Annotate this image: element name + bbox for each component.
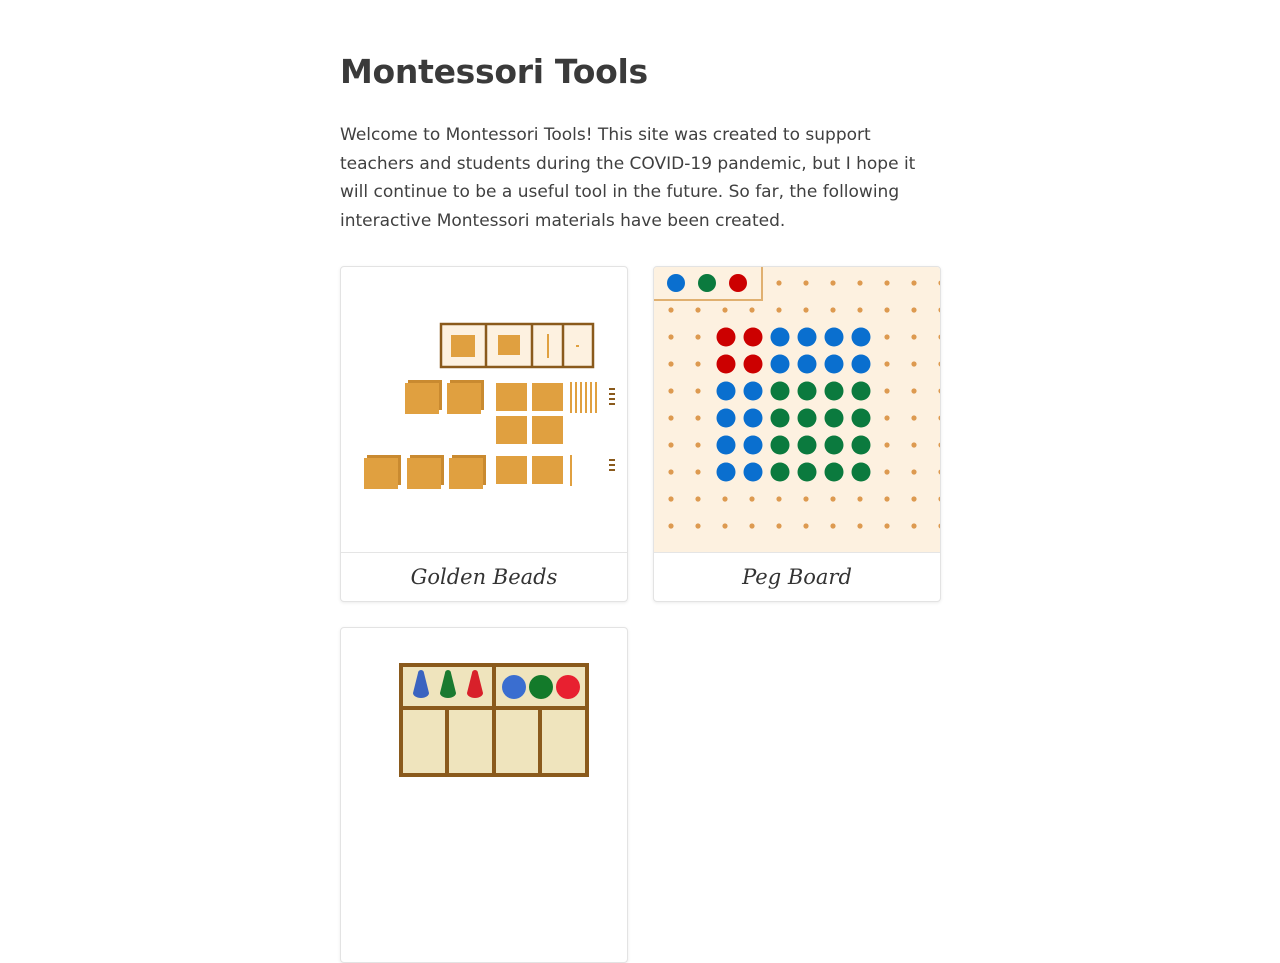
board-hole	[884, 415, 889, 420]
board-hole	[803, 496, 808, 501]
board-hole	[911, 361, 916, 366]
board-hole	[857, 523, 862, 528]
board-hole	[911, 415, 916, 420]
ten-bar	[547, 334, 549, 358]
card-third-material[interactable]	[340, 627, 628, 963]
peg	[798, 409, 817, 428]
peg	[744, 355, 763, 374]
board-hole	[668, 442, 673, 447]
unit-bead	[609, 464, 615, 466]
board-hole	[668, 523, 673, 528]
tray-peg	[667, 274, 685, 292]
hundred-square	[532, 456, 563, 484]
tray-peg	[729, 274, 747, 292]
thousand-cube	[405, 383, 439, 414]
board-hole	[695, 415, 700, 420]
board-hole	[776, 496, 781, 501]
card-label: Golden Beads	[341, 552, 627, 602]
peg	[744, 328, 763, 347]
hundred-square	[532, 383, 563, 411]
disc-counter	[502, 675, 526, 699]
peg	[771, 328, 790, 347]
board-hole	[695, 307, 700, 312]
board-hole	[776, 523, 781, 528]
board-hole	[911, 280, 916, 285]
board-hole	[722, 496, 727, 501]
ten-bar	[595, 382, 597, 413]
hundred-square	[498, 335, 520, 355]
hundred-square	[496, 383, 527, 411]
board-hole	[830, 523, 835, 528]
peg	[717, 355, 736, 374]
peg	[852, 409, 871, 428]
peg	[852, 328, 871, 347]
ten-bar	[590, 382, 592, 413]
card-label: Peg Board	[654, 552, 940, 602]
board-hole	[695, 334, 700, 339]
counters-image	[341, 628, 627, 913]
board-hole	[857, 280, 862, 285]
peg	[798, 463, 817, 482]
card-golden-beads[interactable]	[340, 266, 628, 602]
unit-bead	[576, 345, 579, 347]
peg	[825, 409, 844, 428]
board-hole	[911, 334, 916, 339]
board-hole	[884, 307, 889, 312]
peg	[825, 463, 844, 482]
board-hole	[830, 496, 835, 501]
hundred-square	[496, 416, 527, 444]
board-hole	[695, 442, 700, 447]
unit-bead	[609, 459, 615, 461]
peg	[771, 382, 790, 401]
peg	[798, 355, 817, 374]
board-hole	[668, 307, 673, 312]
peg	[852, 436, 871, 455]
board-hole	[749, 523, 754, 528]
board-hole	[722, 307, 727, 312]
peg	[798, 436, 817, 455]
board-hole	[884, 280, 889, 285]
board-hole	[695, 361, 700, 366]
tray-peg	[698, 274, 716, 292]
peg	[717, 436, 736, 455]
peg	[825, 355, 844, 374]
board-hole	[884, 334, 889, 339]
board-hole	[668, 496, 673, 501]
board-hole	[668, 388, 673, 393]
board-hole	[695, 388, 700, 393]
peg	[825, 436, 844, 455]
card-peg-board[interactable]	[653, 266, 941, 602]
peg	[771, 463, 790, 482]
thousand-cube	[449, 458, 483, 489]
board-hole	[857, 307, 862, 312]
board-hole	[884, 496, 889, 501]
thousand-cube	[447, 383, 481, 414]
board-hole	[911, 442, 916, 447]
board-hole	[803, 280, 808, 285]
board-hole	[695, 469, 700, 474]
board-hole	[749, 496, 754, 501]
board-hole	[776, 307, 781, 312]
board-hole	[857, 496, 862, 501]
peg	[717, 409, 736, 428]
board-hole	[884, 523, 889, 528]
board-hole	[884, 469, 889, 474]
board-hole	[668, 361, 673, 366]
board-hole	[911, 523, 916, 528]
board-hole	[911, 469, 916, 474]
unit-bead	[609, 393, 615, 395]
board-hole	[830, 307, 835, 312]
peg	[717, 382, 736, 401]
hundred-square	[496, 456, 527, 484]
peg	[771, 355, 790, 374]
peg	[852, 463, 871, 482]
hundred-square	[532, 416, 563, 444]
peg	[744, 409, 763, 428]
board-hole	[911, 388, 916, 393]
peg	[717, 328, 736, 347]
board-hole	[776, 280, 781, 285]
board-hole	[884, 361, 889, 366]
unit-bead	[609, 398, 615, 400]
board-hole	[668, 334, 673, 339]
peg	[825, 382, 844, 401]
board-hole	[830, 280, 835, 285]
ten-bar	[580, 382, 582, 413]
board-hole	[911, 496, 916, 501]
intro-text: Welcome to Montessori Tools! This site was created to support teachers and students during the COVID-19 pandemic, but I hope it will continue to be a useful tool in the future. So far, the following interactive Montessori materials have been created.	[340, 125, 916, 232]
board-hole	[884, 442, 889, 447]
unit-bead	[609, 388, 615, 390]
thousand-cube	[364, 458, 398, 489]
peg	[717, 463, 736, 482]
ten-bar	[570, 455, 572, 486]
peg	[744, 436, 763, 455]
peg	[744, 382, 763, 401]
thousand-cube	[451, 335, 475, 357]
unit-bead	[609, 469, 615, 471]
golden-beads-image	[341, 267, 627, 552]
disc-counter	[556, 675, 580, 699]
board-hole	[668, 469, 673, 474]
peg	[744, 463, 763, 482]
thousand-cube	[407, 458, 441, 489]
peg	[771, 409, 790, 428]
peg-board-image	[654, 267, 940, 552]
board-hole	[884, 388, 889, 393]
board-hole	[803, 523, 808, 528]
board-hole	[695, 523, 700, 528]
ten-bar	[570, 382, 572, 413]
board-hole	[695, 496, 700, 501]
peg	[798, 382, 817, 401]
board-hole	[668, 415, 673, 420]
disc-counter	[529, 675, 553, 699]
page-title: Montessori Tools	[340, 52, 648, 91]
peg	[798, 328, 817, 347]
peg	[852, 355, 871, 374]
board-hole	[911, 307, 916, 312]
board-hole	[803, 307, 808, 312]
board-hole	[749, 307, 754, 312]
ten-bar	[575, 382, 577, 413]
peg	[852, 382, 871, 401]
unit-bead	[609, 403, 615, 405]
board-hole	[722, 523, 727, 528]
peg	[771, 436, 790, 455]
peg	[825, 328, 844, 347]
ten-bar	[585, 382, 587, 413]
